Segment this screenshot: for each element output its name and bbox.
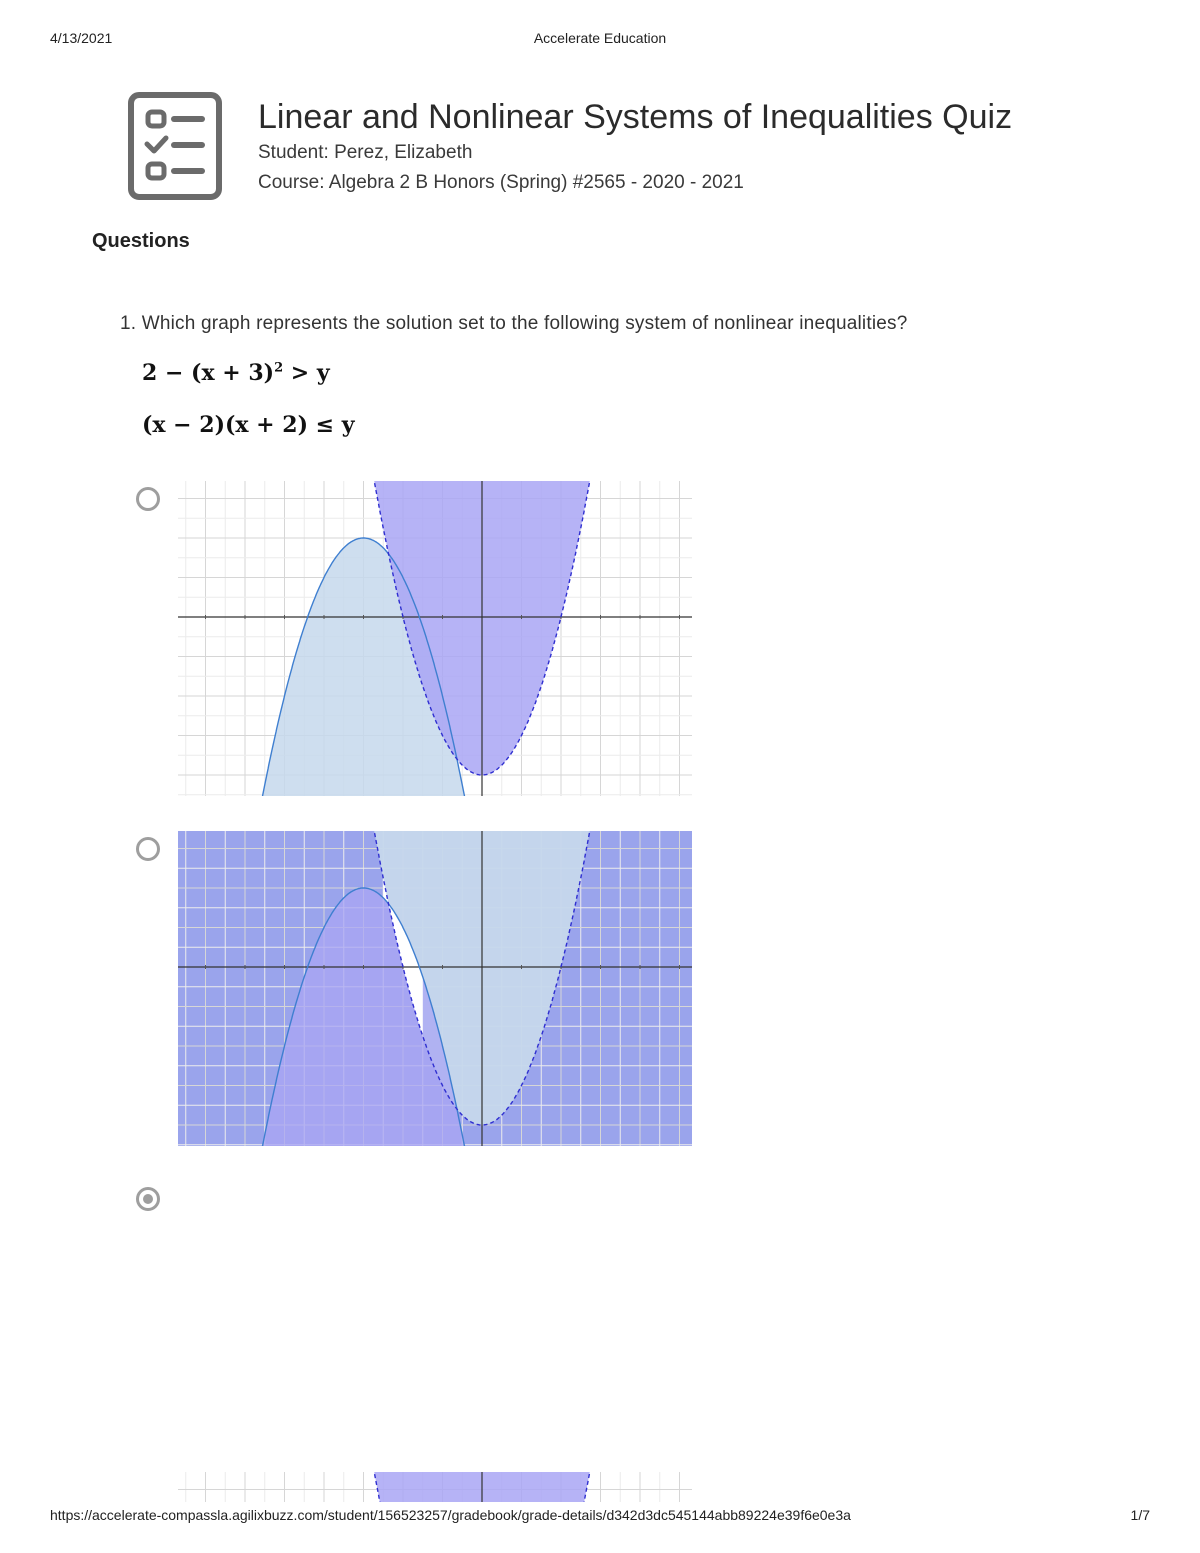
checklist-icon — [128, 92, 222, 200]
student-name: Perez, Elizabeth — [334, 142, 473, 163]
option-d-graph-svg — [178, 1472, 692, 1502]
option-b-graph — [178, 831, 692, 1146]
questions-heading: Questions — [92, 230, 190, 252]
question-number: 1. — [120, 313, 137, 334]
student-line — [258, 138, 1158, 168]
page-url: https://accelerate-compassla.agilixbuzz.com/student/156523257/gradebook/grade-details/d342d3dc545144abb89224e39f6e0e3a — [50, 1507, 851, 1523]
quiz-meta — [258, 96, 1158, 198]
student-label: Student: — [258, 142, 329, 163]
inequality-1-lhs: 2 − (x + 3) — [142, 360, 275, 386]
print-site-title: Accelerate Education — [533, 30, 667, 46]
course-label: Course: — [258, 172, 325, 193]
region-above-upward-parabola — [178, 1472, 692, 1502]
option-b-radio[interactable] — [136, 837, 160, 861]
print-footer — [50, 1507, 1150, 1527]
page-number: 1/7 — [1130, 1507, 1150, 1523]
question-text: Which graph represents the solution set to the following system of nonlinear inequalities? — [141, 313, 908, 334]
quiz-title: Linear and Nonlinear Systems of Inequalities Quiz — [258, 98, 1013, 136]
option-b-graph-svg — [178, 831, 692, 1146]
option-c-radio[interactable] — [136, 1187, 160, 1211]
print-date: 4/13/2021 — [50, 30, 113, 46]
course-line — [258, 168, 1158, 198]
option-d-graph — [178, 1472, 692, 1502]
inequality-2: (x − 2)(x + 2) ≤ y — [142, 412, 355, 438]
option-a-graph-svg — [178, 481, 692, 796]
question-1-prompt — [120, 313, 908, 335]
print-header — [50, 30, 1150, 50]
option-a-radio[interactable] — [136, 487, 160, 511]
inequality-1-rhs: > y — [283, 360, 330, 386]
option-a-graph — [178, 481, 692, 796]
inequality-1 — [142, 360, 330, 386]
inequality-1-exponent: 2 — [274, 360, 284, 376]
course-name: Algebra 2 B Honors (Spring) #2565 - 2020 - 2021 — [328, 172, 744, 193]
